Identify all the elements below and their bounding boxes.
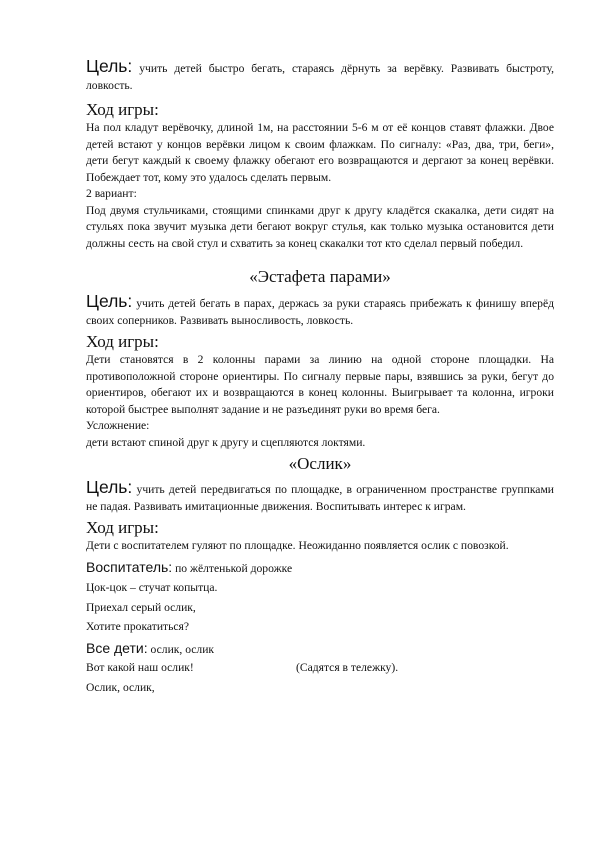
goal-paragraph: [86, 58, 554, 94]
variant-label: 2 вариант:: [86, 187, 137, 200]
complication-label: Усложнение:: [86, 419, 150, 432]
course-paragraph: На пол кладут верёвочку, длиной 1м, на расстоянии 5-6 м от её концов ставят флажки. Двое детей встают у концов верёвки лицом к своим флажкам. По сигналу: «Раз, два, три, беги», дети бегут каждый к своему флажку обегают его возвращаются и дергают за конец верёвки. Побеждает тот, кому это удалось сделать первым.: [86, 121, 554, 184]
game-title: «Эстафета парами»: [249, 267, 391, 286]
teacher-line: [86, 559, 554, 578]
verse-line: Приехал серый ослик,: [86, 600, 196, 614]
children-text: ослик, ослик: [150, 642, 215, 656]
goal-label: Цель:: [86, 291, 133, 311]
course-heading: Ход игры:: [86, 518, 159, 537]
verse-text: Вот какой наш ослик!: [86, 661, 194, 674]
game-title: «Ослик»: [288, 454, 352, 473]
all-children-label: Все дети:: [86, 639, 148, 656]
goal-label: Цель:: [86, 56, 133, 76]
children-line: [86, 640, 554, 659]
teacher-label: Воспитатель:: [86, 558, 173, 575]
teacher-text: по жёлтенькой дорожке: [175, 561, 293, 575]
verse-line-with-remark: [86, 660, 554, 677]
course-heading: Ход игры:: [86, 332, 159, 351]
goal-label: Цель:: [86, 477, 133, 497]
goal-text: учить детей бегать в парах, держась за руки стараясь прибежать к финишу вперёд своих соперников. Развивать выносливость, ловкость.: [86, 297, 554, 327]
course-paragraph-2: Под двумя стульчиками, стоящими спинками друг к другу кладётся скакалка, дети сидят на стульях пока звучит музыка дети бегают вокруг стулья, как только музыка остановится дети должны сесть на свой стул и схватить за конец скакалки тот кто сделал первый победил.: [86, 203, 554, 250]
text-column: [86, 58, 554, 696]
goal-text: учить детей передвигаться по площадке, в ограниченном пространстве группками не падая. Развивать имитационные движения. Воспитывать интерес к играм.: [86, 483, 554, 513]
complication-text: дети встают спиной друг к другу и сцепляются локтями.: [86, 435, 366, 449]
verse-line: Цок-цок – стучат копытца.: [86, 581, 218, 594]
course-paragraph: Дети с воспитателем гуляют по площадке. Неожиданно появляется ослик с повозкой.: [86, 539, 509, 552]
course-paragraph: Дети становятся в 2 колонны парами за линию на одной стороне площадки. На противоположной стороне ориентиры. По сигналу первые пары, взявшись за руки, бегут до ориентиров, обегают их и возвращаются в конец колонны. Выигрывает та колонна, игроки которой быстрее выполнят задание и не разъединят руки во время бега.: [86, 353, 554, 416]
verse-line: Хотите прокатиться?: [86, 620, 190, 633]
course-heading: Ход игры:: [86, 100, 159, 119]
verse-line: Ослик, ослик,: [86, 680, 155, 694]
goal-paragraph: [86, 293, 554, 329]
stage-remark: (Садятся в тележку).: [296, 661, 399, 674]
goal-text: учить детей быстро бегать, стараясь дёрнуть за верёвку. Развивать быстроту, ловкость.: [86, 62, 554, 92]
goal-paragraph: [86, 479, 554, 515]
